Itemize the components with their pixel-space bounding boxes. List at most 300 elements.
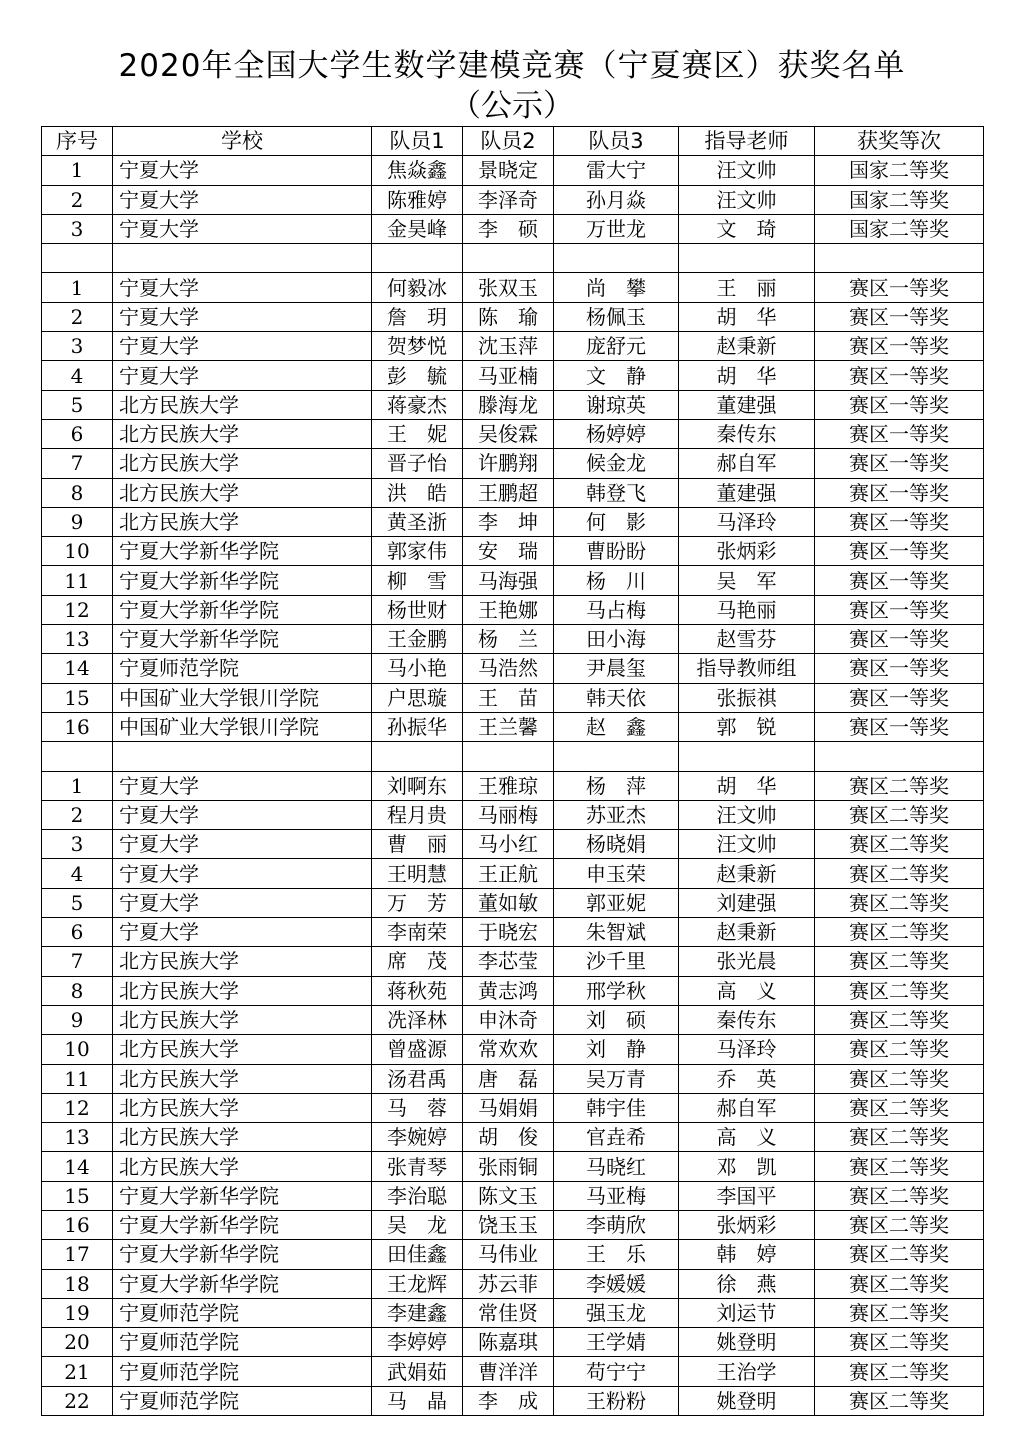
- table-row: [42, 507, 984, 536]
- cell-advisor: 高 义: [679, 1123, 815, 1152]
- cell-member1: 王 妮: [372, 419, 463, 448]
- cell-member1: 柳 雪: [372, 566, 463, 595]
- table-row: [42, 478, 984, 507]
- cell-school: 宁夏大学新华学院: [113, 1181, 372, 1210]
- cell-index: 19: [42, 1298, 113, 1327]
- cell-member3: 王粉粉: [554, 1386, 679, 1415]
- cell-award: 赛区一等奖: [815, 683, 984, 712]
- cell-index: 14: [42, 1152, 113, 1181]
- table-row: [42, 1328, 984, 1357]
- cell-member2: 饶玉玉: [463, 1210, 554, 1239]
- cell-index: 18: [42, 1269, 113, 1298]
- cell-member2: 常欢欢: [463, 1035, 554, 1064]
- cell-member1: 马 蓉: [372, 1093, 463, 1122]
- cell-advisor: 郭 锐: [679, 712, 815, 741]
- cell-member1: 郭家伟: [372, 537, 463, 566]
- cell-member1: 张青琴: [372, 1152, 463, 1181]
- cell-school: 宁夏大学: [113, 361, 372, 390]
- table-row: [42, 947, 984, 976]
- cell-advisor: 董建强: [679, 478, 815, 507]
- cell-member2: 马亚楠: [463, 361, 554, 390]
- cell-index: 3: [42, 830, 113, 859]
- table-row: [42, 1210, 984, 1239]
- cell-school: 宁夏大学: [113, 156, 372, 185]
- cell-member3: 杨 萍: [554, 771, 679, 800]
- cell-award: 赛区二等奖: [815, 1005, 984, 1034]
- cell-member3: 刘 静: [554, 1035, 679, 1064]
- cell-index: 1: [42, 156, 113, 185]
- empty-cell: [554, 244, 679, 273]
- cell-index: 12: [42, 595, 113, 624]
- cell-member3: 韩登飞: [554, 478, 679, 507]
- table-row: [42, 1269, 984, 1298]
- cell-advisor: 马泽玲: [679, 1035, 815, 1064]
- empty-cell: [42, 742, 113, 771]
- cell-member3: 雷大宁: [554, 156, 679, 185]
- cell-member3: 文 静: [554, 361, 679, 390]
- cell-advisor: 秦传东: [679, 1005, 815, 1034]
- cell-index: 10: [42, 1035, 113, 1064]
- cell-advisor: 指导教师组: [679, 654, 815, 683]
- cell-advisor: 赵秉新: [679, 332, 815, 361]
- header-member2: 队员2: [463, 127, 554, 156]
- cell-advisor: 张炳彩: [679, 1210, 815, 1239]
- table-row: [42, 537, 984, 566]
- cell-advisor: 胡 华: [679, 361, 815, 390]
- cell-index: 9: [42, 507, 113, 536]
- cell-award: 赛区二等奖: [815, 888, 984, 917]
- cell-school: 宁夏大学: [113, 273, 372, 302]
- cell-school: 宁夏大学: [113, 185, 372, 214]
- table-row: [42, 595, 984, 624]
- cell-award: 赛区一等奖: [815, 625, 984, 654]
- cell-member3: 曹盼盼: [554, 537, 679, 566]
- cell-award: 赛区一等奖: [815, 419, 984, 448]
- cell-member3: 杨佩玉: [554, 302, 679, 331]
- cell-school: 中国矿业大学银川学院: [113, 683, 372, 712]
- cell-school: 北方民族大学: [113, 1064, 372, 1093]
- cell-member1: 黄圣浙: [372, 507, 463, 536]
- empty-cell: [463, 742, 554, 771]
- cell-member1: 蒋秋苑: [372, 976, 463, 1005]
- cell-award: 赛区二等奖: [815, 918, 984, 947]
- cell-member3: 吴万青: [554, 1064, 679, 1093]
- cell-school: 北方民族大学: [113, 507, 372, 536]
- cell-award: 赛区二等奖: [815, 1269, 984, 1298]
- cell-member1: 武娟茹: [372, 1357, 463, 1386]
- cell-index: 8: [42, 976, 113, 1005]
- table-row: [42, 1123, 984, 1152]
- table-row: [42, 419, 984, 448]
- cell-member3: 郭亚妮: [554, 888, 679, 917]
- cell-advisor: 姚登明: [679, 1328, 815, 1357]
- table-row: [42, 361, 984, 390]
- cell-school: 北方民族大学: [113, 976, 372, 1005]
- cell-award: 赛区一等奖: [815, 507, 984, 536]
- cell-member1: 陈雅婷: [372, 185, 463, 214]
- cell-advisor: 姚登明: [679, 1386, 815, 1415]
- cell-award: 赛区二等奖: [815, 859, 984, 888]
- cell-school: 北方民族大学: [113, 947, 372, 976]
- cell-school: 北方民族大学: [113, 1093, 372, 1122]
- cell-member1: 詹 玥: [372, 302, 463, 331]
- cell-member3: 赵 鑫: [554, 712, 679, 741]
- cell-member1: 晋子怡: [372, 449, 463, 478]
- cell-school: 宁夏大学新华学院: [113, 537, 372, 566]
- cell-advisor: 赵秉新: [679, 918, 815, 947]
- cell-member3: 邢学秋: [554, 976, 679, 1005]
- cell-advisor: 刘建强: [679, 888, 815, 917]
- cell-advisor: 徐 燕: [679, 1269, 815, 1298]
- table-row: [42, 771, 984, 800]
- empty-cell: [463, 244, 554, 273]
- cell-school: 宁夏师范学院: [113, 1298, 372, 1327]
- cell-award: 赛区二等奖: [815, 1240, 984, 1269]
- cell-school: 北方民族大学: [113, 1123, 372, 1152]
- cell-member1: 李婉婷: [372, 1123, 463, 1152]
- cell-advisor: 邓 凯: [679, 1152, 815, 1181]
- cell-member2: 李 坤: [463, 507, 554, 536]
- cell-advisor: 秦传东: [679, 419, 815, 448]
- cell-award: 赛区二等奖: [815, 1210, 984, 1239]
- cell-award: 赛区一等奖: [815, 390, 984, 419]
- cell-award: 赛区一等奖: [815, 712, 984, 741]
- cell-school: 宁夏大学: [113, 859, 372, 888]
- table-row: [42, 273, 984, 302]
- cell-index: 15: [42, 1181, 113, 1210]
- cell-advisor: 马泽玲: [679, 507, 815, 536]
- cell-index: 6: [42, 918, 113, 947]
- table-row: [42, 712, 984, 741]
- cell-school: 宁夏大学: [113, 302, 372, 331]
- cell-advisor: 胡 华: [679, 302, 815, 331]
- cell-member3: 王学婧: [554, 1328, 679, 1357]
- cell-member3: 马晓红: [554, 1152, 679, 1181]
- cell-member1: 焦焱鑫: [372, 156, 463, 185]
- award-table: [41, 126, 984, 1416]
- cell-school: 北方民族大学: [113, 1035, 372, 1064]
- table-row: [42, 1298, 984, 1327]
- table-row: [42, 1093, 984, 1122]
- cell-index: 15: [42, 683, 113, 712]
- cell-advisor: 王治学: [679, 1357, 815, 1386]
- cell-member2: 申沐奇: [463, 1005, 554, 1034]
- cell-member1: 贺梦悦: [372, 332, 463, 361]
- cell-advisor: 韩 婷: [679, 1240, 815, 1269]
- cell-member1: 何毅冰: [372, 273, 463, 302]
- section-gap-row: [42, 244, 984, 273]
- cell-member3: 候金龙: [554, 449, 679, 478]
- header-index: 序号: [42, 127, 113, 156]
- cell-member3: 尚 攀: [554, 273, 679, 302]
- cell-member3: 王 乐: [554, 1240, 679, 1269]
- cell-member3: 李萌欣: [554, 1210, 679, 1239]
- cell-award: 赛区一等奖: [815, 537, 984, 566]
- cell-school: 宁夏大学: [113, 800, 372, 829]
- cell-index: 14: [42, 654, 113, 683]
- cell-member2: 张双玉: [463, 273, 554, 302]
- cell-index: 9: [42, 1005, 113, 1034]
- cell-award: 赛区一等奖: [815, 478, 984, 507]
- cell-member2: 马娟娟: [463, 1093, 554, 1122]
- cell-award: 赛区二等奖: [815, 1064, 984, 1093]
- cell-index: 10: [42, 537, 113, 566]
- cell-school: 宁夏师范学院: [113, 1357, 372, 1386]
- cell-index: 12: [42, 1093, 113, 1122]
- table-row: [42, 1386, 984, 1415]
- cell-index: 20: [42, 1328, 113, 1357]
- cell-member1: 曾盛源: [372, 1035, 463, 1064]
- table-row: [42, 214, 984, 243]
- cell-member2: 马伟业: [463, 1240, 554, 1269]
- cell-member2: 于晓宏: [463, 918, 554, 947]
- cell-award: 赛区一等奖: [815, 361, 984, 390]
- cell-member1: 马 晶: [372, 1386, 463, 1415]
- cell-award: 赛区一等奖: [815, 273, 984, 302]
- cell-member1: 李建鑫: [372, 1298, 463, 1327]
- cell-advisor: 汪文帅: [679, 830, 815, 859]
- table-row: [42, 1357, 984, 1386]
- cell-member2: 马海强: [463, 566, 554, 595]
- cell-member3: 杨婷婷: [554, 419, 679, 448]
- cell-member2: 李芯莹: [463, 947, 554, 976]
- cell-member2: 王艳娜: [463, 595, 554, 624]
- cell-index: 13: [42, 625, 113, 654]
- table-row: [42, 185, 984, 214]
- table-row: [42, 830, 984, 859]
- cell-school: 宁夏大学新华学院: [113, 625, 372, 654]
- cell-member1: 彭 毓: [372, 361, 463, 390]
- empty-cell: [113, 742, 372, 771]
- cell-award: 赛区一等奖: [815, 566, 984, 595]
- table-row: [42, 1240, 984, 1269]
- cell-member1: 马小艳: [372, 654, 463, 683]
- cell-school: 宁夏大学新华学院: [113, 1240, 372, 1269]
- cell-advisor: 董建强: [679, 390, 815, 419]
- cell-index: 1: [42, 771, 113, 800]
- cell-school: 宁夏大学: [113, 830, 372, 859]
- cell-member2: 李 成: [463, 1386, 554, 1415]
- cell-member2: 杨 兰: [463, 625, 554, 654]
- cell-member2: 董如敏: [463, 888, 554, 917]
- table-row: [42, 800, 984, 829]
- cell-school: 中国矿业大学银川学院: [113, 712, 372, 741]
- cell-index: 17: [42, 1240, 113, 1269]
- cell-member1: 洪 皓: [372, 478, 463, 507]
- cell-member1: 杨世财: [372, 595, 463, 624]
- cell-member3: 何 影: [554, 507, 679, 536]
- table-row: [42, 859, 984, 888]
- cell-member3: 谢琼英: [554, 390, 679, 419]
- cell-member2: 陈 瑜: [463, 302, 554, 331]
- cell-member2: 王雅琼: [463, 771, 554, 800]
- cell-member3: 孙月焱: [554, 185, 679, 214]
- cell-school: 北方民族大学: [113, 1005, 372, 1034]
- empty-cell: [815, 742, 984, 771]
- cell-member2: 常佳贤: [463, 1298, 554, 1327]
- cell-member2: 陈嘉琪: [463, 1328, 554, 1357]
- cell-advisor: 高 义: [679, 976, 815, 1005]
- cell-award: 赛区二等奖: [815, 1123, 984, 1152]
- cell-member3: 朱智斌: [554, 918, 679, 947]
- cell-member2: 王 苗: [463, 683, 554, 712]
- header-member1: 队员1: [372, 127, 463, 156]
- cell-member2: 安 瑞: [463, 537, 554, 566]
- cell-member1: 李南荣: [372, 918, 463, 947]
- page-subtitle: （公示）: [450, 88, 574, 124]
- table-body: [42, 156, 984, 1416]
- cell-award: 赛区二等奖: [815, 1152, 984, 1181]
- cell-member1: 田佳鑫: [372, 1240, 463, 1269]
- table-row: [42, 654, 984, 683]
- cell-advisor: 张炳彩: [679, 537, 815, 566]
- cell-school: 宁夏大学: [113, 888, 372, 917]
- cell-member3: 韩宇佳: [554, 1093, 679, 1122]
- cell-award: 赛区二等奖: [815, 1328, 984, 1357]
- table-row: [42, 566, 984, 595]
- cell-index: 2: [42, 800, 113, 829]
- cell-member3: 马亚梅: [554, 1181, 679, 1210]
- cell-advisor: 王 丽: [679, 273, 815, 302]
- cell-school: 宁夏师范学院: [113, 1386, 372, 1415]
- cell-member1: 户思璇: [372, 683, 463, 712]
- cell-index: 22: [42, 1386, 113, 1415]
- empty-cell: [679, 742, 815, 771]
- cell-member1: 万 芳: [372, 888, 463, 917]
- table-row: [42, 302, 984, 331]
- cell-member3: 官垚希: [554, 1123, 679, 1152]
- cell-index: 5: [42, 390, 113, 419]
- cell-member2: 景晓定: [463, 156, 554, 185]
- cell-index: 8: [42, 478, 113, 507]
- cell-index: 6: [42, 419, 113, 448]
- cell-member2: 黄志鸿: [463, 976, 554, 1005]
- cell-advisor: 郝自军: [679, 1093, 815, 1122]
- cell-award: 赛区二等奖: [815, 947, 984, 976]
- empty-cell: [372, 244, 463, 273]
- header-member3: 队员3: [554, 127, 679, 156]
- cell-member3: 杨晓娟: [554, 830, 679, 859]
- cell-member3: 申玉荣: [554, 859, 679, 888]
- table-row: [42, 332, 984, 361]
- table-row: [42, 1035, 984, 1064]
- cell-school: 北方民族大学: [113, 478, 372, 507]
- empty-cell: [372, 742, 463, 771]
- cell-member1: 王明慧: [372, 859, 463, 888]
- cell-school: 宁夏师范学院: [113, 654, 372, 683]
- cell-member2: 滕海龙: [463, 390, 554, 419]
- cell-member1: 吴 龙: [372, 1210, 463, 1239]
- table-row: [42, 156, 984, 185]
- cell-advisor: 赵雪芬: [679, 625, 815, 654]
- cell-award: 赛区二等奖: [815, 1035, 984, 1064]
- table-row: [42, 918, 984, 947]
- cell-member2: 马浩然: [463, 654, 554, 683]
- header-school: 学校: [113, 127, 372, 156]
- cell-member2: 王正航: [463, 859, 554, 888]
- cell-award: 赛区二等奖: [815, 1357, 984, 1386]
- cell-school: 宁夏大学新华学院: [113, 566, 372, 595]
- cell-index: 16: [42, 712, 113, 741]
- cell-school: 宁夏师范学院: [113, 1328, 372, 1357]
- cell-advisor: 文 琦: [679, 214, 815, 243]
- table-row: [42, 390, 984, 419]
- cell-award: 国家二等奖: [815, 156, 984, 185]
- cell-member2: 吴俊霖: [463, 419, 554, 448]
- header-row: [42, 127, 984, 156]
- page-title: 2020年全国大学生数学建模竞赛（宁夏赛区）获奖名单: [118, 48, 906, 84]
- cell-member2: 李泽奇: [463, 185, 554, 214]
- cell-award: 赛区二等奖: [815, 976, 984, 1005]
- cell-school: 北方民族大学: [113, 390, 372, 419]
- cell-index: 3: [42, 332, 113, 361]
- cell-member2: 马丽梅: [463, 800, 554, 829]
- cell-school: 北方民族大学: [113, 419, 372, 448]
- cell-index: 16: [42, 1210, 113, 1239]
- cell-award: 赛区二等奖: [815, 800, 984, 829]
- cell-award: 赛区一等奖: [815, 302, 984, 331]
- cell-advisor: 吴 军: [679, 566, 815, 595]
- empty-cell: [554, 742, 679, 771]
- cell-award: 赛区二等奖: [815, 1386, 984, 1415]
- cell-member2: 胡 俊: [463, 1123, 554, 1152]
- cell-award: 赛区一等奖: [815, 332, 984, 361]
- cell-index: 1: [42, 273, 113, 302]
- header-award: 获奖等次: [815, 127, 984, 156]
- cell-advisor: 马艳丽: [679, 595, 815, 624]
- cell-member1: 李治聪: [372, 1181, 463, 1210]
- header-advisor: 指导老师: [679, 127, 815, 156]
- cell-member1: 王金鹏: [372, 625, 463, 654]
- cell-member1: 席 茂: [372, 947, 463, 976]
- table-row: [42, 683, 984, 712]
- table-row: [42, 1181, 984, 1210]
- cell-award: 赛区二等奖: [815, 1093, 984, 1122]
- cell-index: 4: [42, 361, 113, 390]
- cell-index: 7: [42, 947, 113, 976]
- cell-member1: 孙振华: [372, 712, 463, 741]
- cell-index: 5: [42, 888, 113, 917]
- cell-school: 宁夏大学新华学院: [113, 595, 372, 624]
- empty-cell: [815, 244, 984, 273]
- cell-member1: 程月贵: [372, 800, 463, 829]
- cell-award: 赛区二等奖: [815, 1181, 984, 1210]
- cell-member3: 马占梅: [554, 595, 679, 624]
- cell-award: 赛区二等奖: [815, 771, 984, 800]
- cell-advisor: 汪文帅: [679, 800, 815, 829]
- cell-school: 宁夏大学新华学院: [113, 1269, 372, 1298]
- cell-index: 11: [42, 566, 113, 595]
- cell-member2: 沈玉萍: [463, 332, 554, 361]
- cell-member2: 曹洋洋: [463, 1357, 554, 1386]
- cell-member2: 许鹏翔: [463, 449, 554, 478]
- cell-index: 4: [42, 859, 113, 888]
- cell-advisor: 汪文帅: [679, 185, 815, 214]
- cell-index: 2: [42, 185, 113, 214]
- cell-award: 国家二等奖: [815, 185, 984, 214]
- cell-award: 赛区二等奖: [815, 1298, 984, 1327]
- cell-advisor: 郝自军: [679, 449, 815, 478]
- table-row: [42, 976, 984, 1005]
- cell-member3: 庞舒元: [554, 332, 679, 361]
- cell-school: 北方民族大学: [113, 449, 372, 478]
- table-row: [42, 888, 984, 917]
- cell-member2: 李 硕: [463, 214, 554, 243]
- cell-school: 宁夏大学: [113, 771, 372, 800]
- cell-advisor: 刘运节: [679, 1298, 815, 1327]
- table-row: [42, 449, 984, 478]
- cell-member1: 刘啊东: [372, 771, 463, 800]
